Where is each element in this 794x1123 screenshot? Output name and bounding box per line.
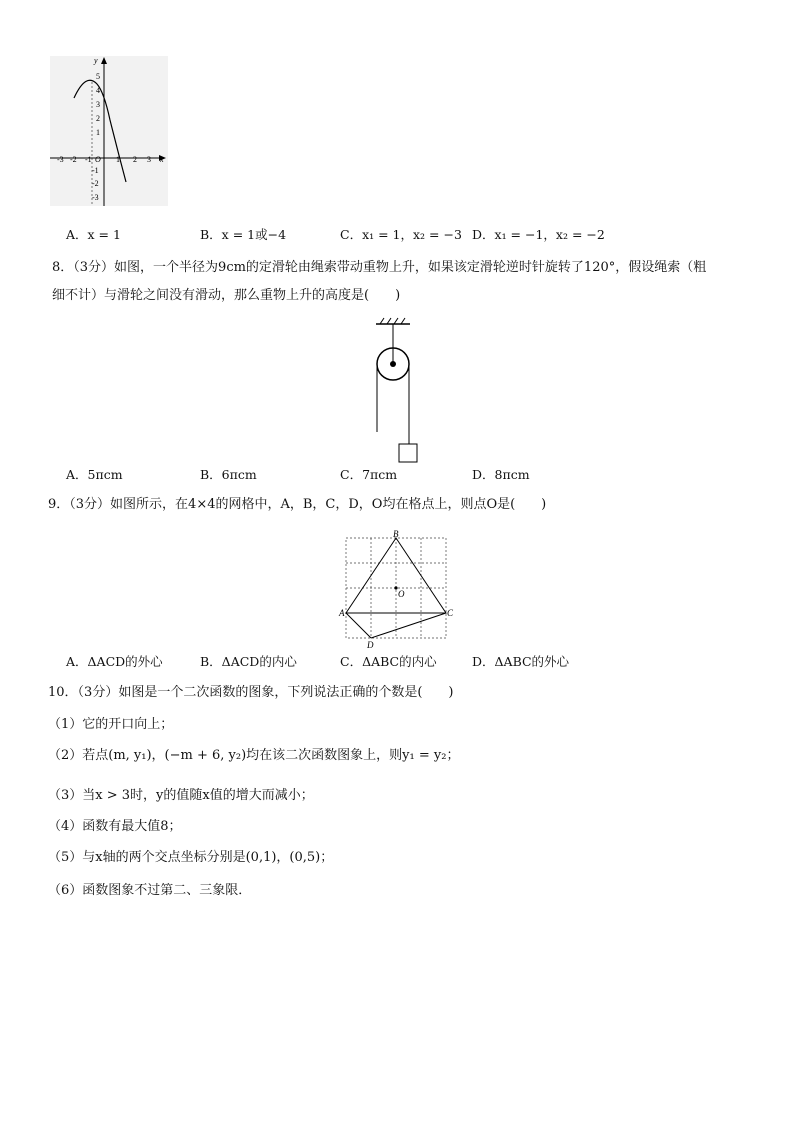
segment-ad xyxy=(346,613,371,638)
q9-option-c: C．ΔABC的内心 xyxy=(340,654,437,669)
ceiling-hatch xyxy=(394,318,398,324)
x-tick: -2 xyxy=(70,155,77,164)
y-tick: -3 xyxy=(92,193,99,202)
q9-option-d: D．ΔABC的外心 xyxy=(472,654,570,669)
label-a: A xyxy=(339,608,345,618)
pulley-svg xyxy=(360,314,430,466)
x-tick: 2 xyxy=(133,155,137,164)
label-d: D xyxy=(367,640,374,650)
grid-svg xyxy=(336,528,458,650)
q8-option-b: B．6πcm xyxy=(200,467,257,482)
y-tick: 5 xyxy=(96,72,100,81)
graph-background xyxy=(50,56,168,206)
ceiling-hatch xyxy=(387,318,391,324)
pulley-axle xyxy=(390,361,396,367)
segment-dc xyxy=(371,613,446,638)
q9-option-a: A．ΔACD的外心 xyxy=(66,654,163,669)
x-tick: -1 xyxy=(85,155,92,164)
q8-option-c: C．7πcm xyxy=(340,467,398,482)
y-tick: -1 xyxy=(92,166,99,175)
y-tick: 3 xyxy=(96,100,100,109)
y-tick: 2 xyxy=(96,114,100,123)
ceiling-hatch xyxy=(380,318,384,324)
y-tick: 4 xyxy=(96,86,100,95)
q9-stem: 9．（3分）如图所示，在4×4的网格中，A，B，C，D，O均在格点上，则点O是( ) xyxy=(48,497,547,512)
x-axis-label: x xyxy=(160,155,164,164)
y-axis-label: y xyxy=(94,56,98,65)
q8-pulley-figure xyxy=(360,314,430,466)
ceiling-hatch xyxy=(401,318,405,324)
q7-graph-svg xyxy=(44,52,174,208)
q9-grid-figure xyxy=(336,528,458,650)
q8-stem-line1: 8．（3分）如图，一个半径为9cm的定滑轮由绳索带动重物上升，如果该定滑轮逆时针旋转了120°，假设绳索（粗 xyxy=(52,260,707,275)
q7-graph xyxy=(44,52,174,208)
q10-item: （5）与x轴的两个交点坐标分别是(0,1)，(0,5)； xyxy=(48,850,334,865)
q10-item: （3）当x > 3时，y的值随x值的增大而减小； xyxy=(48,788,314,803)
hanging-weight xyxy=(399,444,417,462)
x-tick: 3 xyxy=(147,155,151,164)
q7-option-b: B．x = 1或−4 xyxy=(200,227,287,242)
q10-stem: 10．（3分）如图是一个二次函数的图象，下列说法正确的个数是( ) xyxy=(48,685,454,700)
q8-option-d: D．8πcm xyxy=(472,467,530,482)
q10-item: （1）它的开口向上； xyxy=(48,717,174,732)
x-tick: 1 xyxy=(116,155,120,164)
q8-stem-line2: 细不计）与滑轮之间没有滑动，那么重物上升的高度是( ) xyxy=(52,288,401,303)
q7-option-d: D．x₁ = −1，x₂ = −2 xyxy=(472,227,605,242)
q10-item: （2）若点(m, y₁)，(−m + 6, y₂)均在该二次函数图象上，则y₁ = y₂； xyxy=(48,748,460,763)
label-c: C xyxy=(447,608,454,618)
q10-item: （4）函数有最大值8； xyxy=(48,819,182,834)
y-tick: -2 xyxy=(92,179,99,188)
q8-option-a: A．5πcm xyxy=(66,467,123,482)
label-o: O xyxy=(398,589,405,599)
q9-option-b: B．ΔACD的内心 xyxy=(200,654,297,669)
q10-item: （6）函数图象不过第二、三象限． xyxy=(48,883,252,898)
x-tick: -3 xyxy=(57,155,64,164)
q7-option-a: A．x = 1 xyxy=(66,227,121,242)
y-tick: 1 xyxy=(96,128,100,137)
label-b: B xyxy=(393,529,399,539)
q7-option-c: C．x₁ = 1，x₂ = −3 xyxy=(340,227,462,242)
origin-label: O xyxy=(95,155,101,164)
